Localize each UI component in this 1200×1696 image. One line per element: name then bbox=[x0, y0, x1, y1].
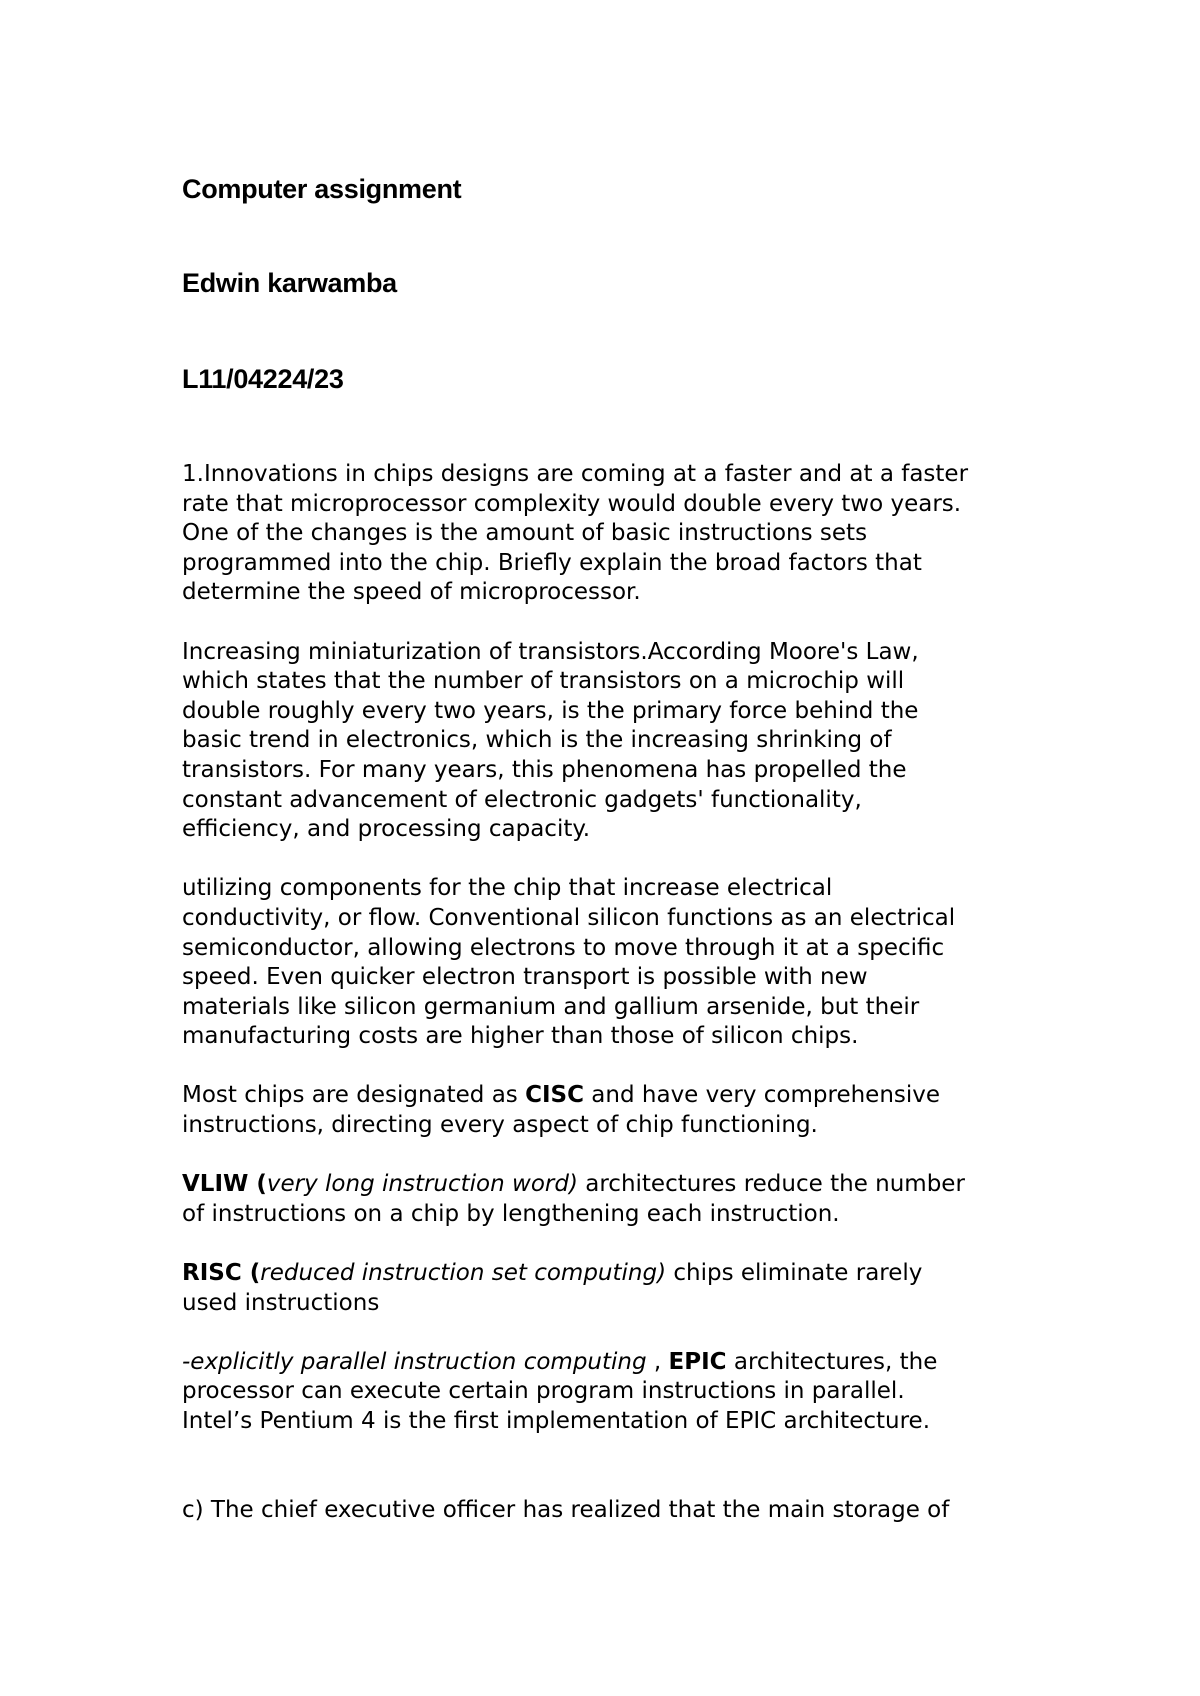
risc-term: RISC ( bbox=[182, 1260, 261, 1287]
text-line: used instructions bbox=[182, 1289, 380, 1316]
document-body bbox=[182, 460, 1082, 1555]
text-line: transistors. For many years, this phenomena has propelled the bbox=[182, 756, 907, 783]
vliw-expansion: very long instruction word) bbox=[266, 1171, 578, 1198]
risc-paragraph bbox=[182, 1259, 1082, 1318]
epic-term: EPIC bbox=[668, 1348, 727, 1375]
text-line: utilizing components for the chip that increase electrical bbox=[182, 875, 833, 902]
text-line: rate that microprocessor complexity would double every two years. bbox=[182, 490, 962, 517]
text-line: constant advancement of electronic gadgets' functionality, bbox=[182, 786, 862, 813]
text-line: conductivity, or flow. Conventional silicon functions as an electrical bbox=[182, 904, 956, 931]
text-run: chips eliminate rarely bbox=[666, 1260, 923, 1287]
risc-expansion: reduced instruction set computing) bbox=[260, 1260, 667, 1287]
text-line: basic trend in electronics, which is the increasing shrinking of bbox=[182, 727, 892, 754]
question-paragraph bbox=[182, 460, 1082, 608]
text-line: of instructions on a chip by lengthening each instruction. bbox=[182, 1200, 840, 1227]
text-line bbox=[182, 1170, 1082, 1200]
text-line: determine the speed of microprocessor. bbox=[182, 579, 641, 606]
text-line bbox=[182, 1259, 1082, 1289]
text-line: double roughly every two years, is the primary force behind the bbox=[182, 697, 919, 724]
text-line: efficiency, and processing capacity. bbox=[182, 816, 591, 843]
question-c-paragraph bbox=[182, 1496, 1082, 1526]
text-line: materials like silicon germanium and gallium arsenide, but their bbox=[182, 993, 920, 1020]
text-line: programmed into the chip. Briefly explain the broad factors that bbox=[182, 549, 922, 576]
text-line bbox=[182, 1348, 1082, 1378]
epic-paragraph bbox=[182, 1348, 1082, 1437]
cisc-term: CISC bbox=[525, 1082, 584, 1109]
epic-expansion: -explicitly parallel instruction computing bbox=[182, 1348, 654, 1375]
vliw-paragraph bbox=[182, 1170, 1082, 1229]
text-run: and have very comprehensive bbox=[584, 1082, 941, 1109]
text-line: 1.Innovations in chips designs are coming at a faster and at a faster bbox=[182, 461, 969, 487]
text-run: Most chips are designated as bbox=[182, 1082, 526, 1109]
text-line: Intel’s Pentium 4 is the first implementation of EPIC architecture. bbox=[182, 1408, 931, 1434]
text-line: One of the changes is the amount of basic instructions sets bbox=[182, 520, 868, 547]
text-line: manufacturing costs are higher than those of silicon chips. bbox=[182, 1023, 859, 1050]
text-run: architectures, the bbox=[726, 1348, 938, 1375]
text-run: , bbox=[653, 1348, 669, 1375]
text-line: speed. Even quicker electron transport is possible with new bbox=[182, 964, 868, 991]
text-run: architectures reduce the number bbox=[577, 1171, 965, 1198]
document-title: Computer assignment bbox=[182, 174, 462, 204]
cisc-paragraph bbox=[182, 1081, 1082, 1140]
author-name: Edwin karwamba bbox=[182, 268, 397, 298]
text-line: c) The chief executive officer has realized that the main storage of bbox=[182, 1496, 950, 1523]
miniaturization-paragraph bbox=[182, 638, 1082, 845]
text-line: instructions, directing every aspect of chip functioning. bbox=[182, 1112, 818, 1139]
components-paragraph bbox=[182, 874, 1082, 1052]
text-line: Increasing miniaturization of transistors.According Moore's Law, bbox=[182, 638, 919, 665]
text-line bbox=[182, 1081, 1082, 1111]
registration-number: L11/04224/23 bbox=[182, 364, 344, 394]
vliw-term: VLIW ( bbox=[182, 1171, 267, 1198]
text-line: semiconductor, allowing electrons to move through it at a specific bbox=[182, 934, 945, 961]
text-line: processor can execute certain program instructions in parallel. bbox=[182, 1378, 905, 1405]
text-line: which states that the number of transistors on a microchip will bbox=[182, 668, 905, 695]
